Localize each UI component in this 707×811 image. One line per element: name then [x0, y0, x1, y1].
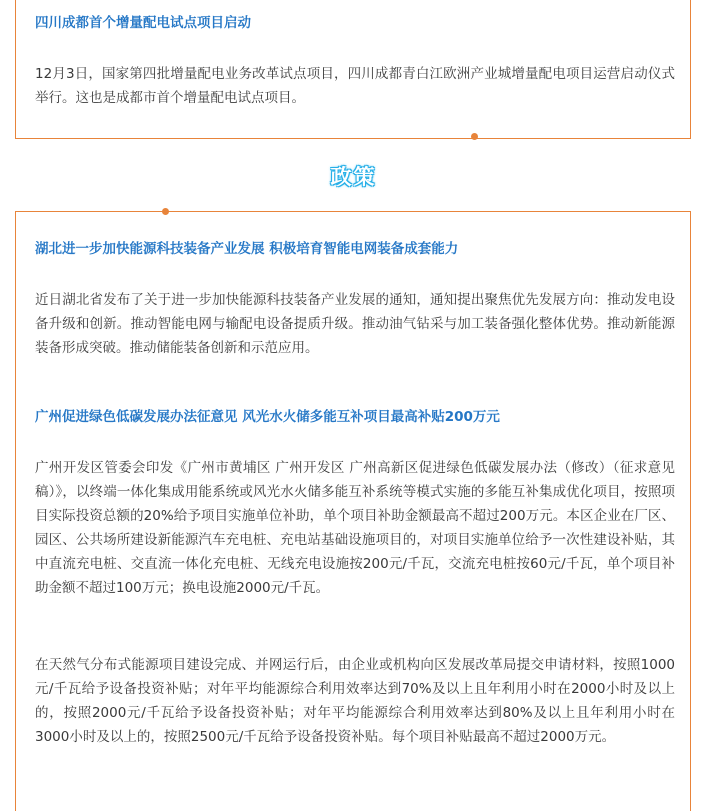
frame-dot-ornament [162, 208, 169, 215]
policy-headline-hubei: 湖北进一步加快能源科技装备产业发展 积极培育智能电网装备成套能力 [35, 241, 459, 257]
policy-body-hubei: 近日湖北省发布了关于进一步加快能源科技装备产业发展的通知，通知提出聚焦优先发展方向：推动发电设备升级和创新。推动智能电网与输配电设备提质升级。推动油气钻采与加工装备强化整体优势。推动新能源装备形成突破。推动储能装备创新和示范应用。 [35, 292, 675, 356]
news-body-sichuan: 12月3日，国家第四批增量配电业务改革试点项目，四川成都青白江欧洲产业城增量配电项目运营启动仪式举行。这也是成都市首个增量配电试点项目。 [35, 66, 675, 106]
section-title-policy: 政策 [330, 165, 377, 189]
policy-body-guangzhou-1: 广州开发区管委会印发《广州市黄埔区 广州开发区 广州高新区促进绿色低碳发展办法（修改）（征求意见稿）》，以终端一体化集成用能系统或风光水火储多能互补系统等模式实施的多能互补集成优化项目，按照项目实际投资总额的20%给予项目实施单位补助，单个项目补助金额最高不超过200万元。本区企业在厂区、园区、公共场所建设新能源汽车充电桩、充电站基础设施项目的，对项目实施单位给予一次性建设补贴，其中直流充电桩、交直流一体化充电桩、无线充电设施按200元/千瓦，交流充电桩按60元/千瓦，单个项目补助金额不超过100万元；换电设施2000元/千瓦。 [35, 460, 675, 596]
policy-body-guangzhou-2: 在天然气分布式能源项目建设完成、并网运行后，由企业或机构向区发展改革局提交申请材料，按照1000元/千瓦给予设备投资补贴；对年平均能源综合利用效率达到70%及以上且年利用小时在2000小时及以上的，按照2000元/千瓦给予设备投资补贴；对年平均能源综合利用效率达到80%及以上且年利用小时在3000小时及以上的，按照2500元/千瓦给予设备投资补贴。每个项目补贴最高不超过2000万元。 [35, 657, 675, 745]
policy-headline-guangzhou: 广州促进绿色低碳发展办法征意见 风光水火储多能互补项目最高补贴200万元 [35, 409, 500, 425]
frame-dot-ornament [471, 133, 478, 140]
news-headline-sichuan: 四川成都首个增量配电试点项目启动 [35, 15, 251, 31]
